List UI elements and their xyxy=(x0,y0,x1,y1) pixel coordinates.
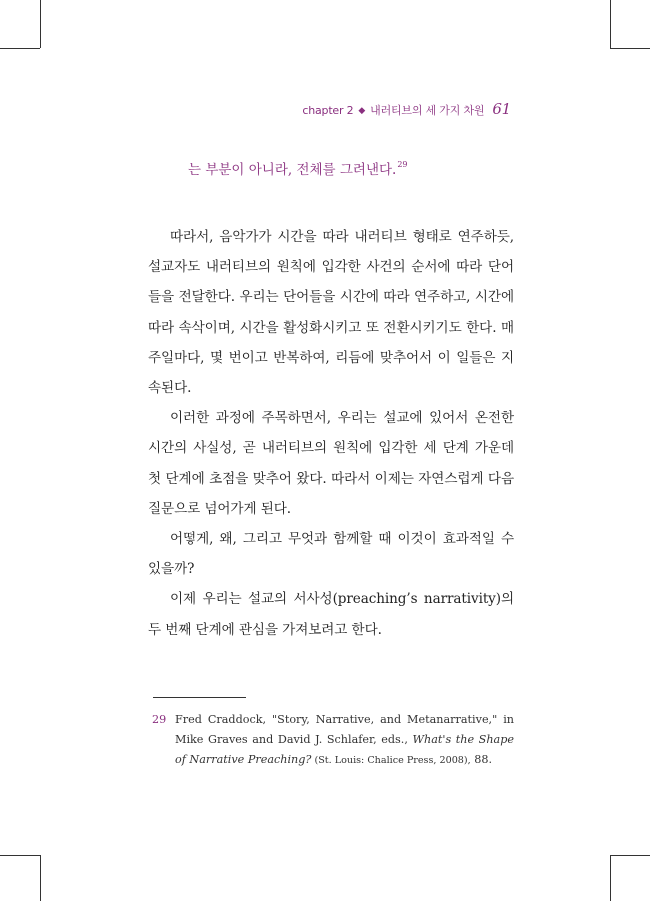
crop-mark-bottom-left-v xyxy=(40,855,41,901)
chapter-label: chapter 2 xyxy=(302,104,354,117)
running-head xyxy=(302,100,511,118)
body-text xyxy=(148,222,514,645)
crop-mark-bottom-right-h xyxy=(610,855,650,856)
footnote-citation: Fred Craddock, "Story, Narrative, and Metanarrative," in Mike Graves and David J. Schlafer, eds., xyxy=(175,713,514,746)
footnote-page: 88. xyxy=(470,753,493,766)
footnote xyxy=(152,710,514,771)
crop-mark-bottom-left-h xyxy=(0,855,40,856)
paragraph: 이제 우리는 설교의 서사성(preaching’s narrativity)의 두 번째 단계에 관심을 가져보려고 한다. xyxy=(148,591,514,638)
crop-mark-bottom-right-v xyxy=(610,855,611,901)
footnote-number: 29 xyxy=(152,713,167,726)
continued-line xyxy=(188,158,408,178)
page-number: 61 xyxy=(492,100,511,118)
paragraph: 이러한 과정에 주목하면서, 우리는 설교에 있어서 온전한 시간의 사실성, 곧 내러티브의 원칙에 입각한 세 단계 가운데 첫 단계에 초점을 맞추어 왔다. 따라서 이제는 자연스럽게 다음 질문으로 넘어가게 된다. xyxy=(148,410,514,517)
paragraph: 어떻게, 왜, 그리고 무엇과 함께할 때 이것이 효과적일 수 있을까? xyxy=(148,531,514,578)
footnote-book-title: What's the Shape of Narrative Preaching? xyxy=(175,733,514,766)
footnote-divider xyxy=(153,697,246,698)
footnote-body xyxy=(175,710,514,771)
paragraph: 따라서, 음악가가 시간을 따라 내러티브 형태로 연주하듯, 설교자도 내러티브의 원칙에 입각한 사건의 순서에 따라 단어들을 전달한다. 우리는 단어들을 시간에 따라 연주하고, 시간에 따라 속삭이며, 시간을 활성화시키고 또 전환시키기도 한다. 매주일마다, 몇 번이고 반복하여, 리듬에 맞추어서 이 일들은 지속된다. xyxy=(148,229,514,397)
crop-mark-top-left-h xyxy=(0,48,40,49)
crop-mark-top-right-h xyxy=(610,48,650,49)
diamond-separator-icon: ◆ xyxy=(358,106,366,116)
footnote-reference: 29 xyxy=(397,160,408,169)
crop-mark-top-right-v xyxy=(610,0,611,48)
crop-mark-top-left-v xyxy=(40,0,41,48)
continued-line-text: 는 부분이 아니라, 전체를 그려낸다. xyxy=(188,162,397,178)
footnote-publisher: (St. Louis: Chalice Press, 2008), xyxy=(311,755,471,766)
chapter-title: 내러티브의 세 가지 차원 xyxy=(370,104,485,117)
